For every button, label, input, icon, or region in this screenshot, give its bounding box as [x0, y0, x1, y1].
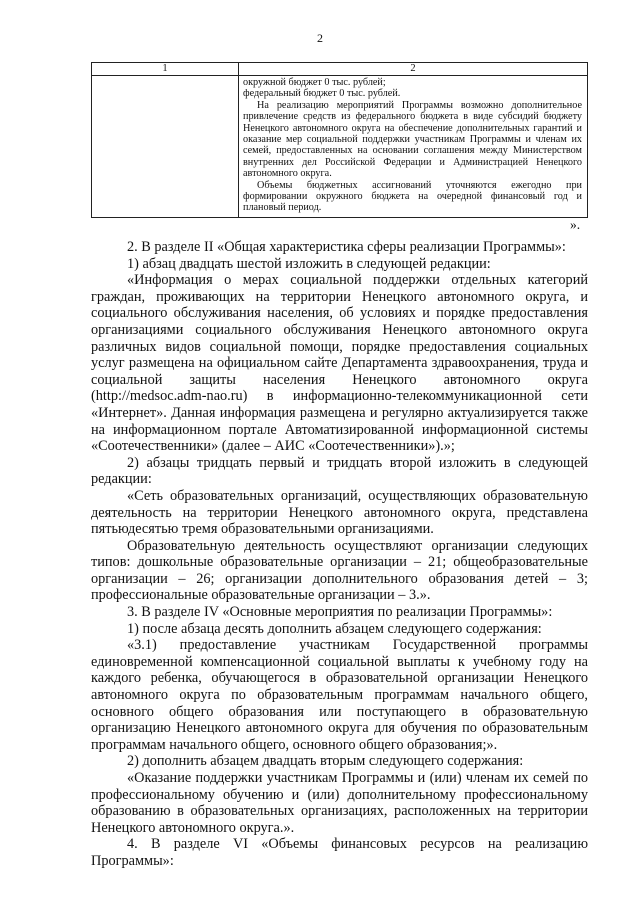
cell-paragraph: окружной бюджет 0 тыс. рублей;	[243, 77, 386, 88]
paragraph-quote: «3.1) предоставление участникам Государственной программы единовременной компенсационной социальной выплаты к учебному году на каждого ребенка, обучающегося в образовательной организации Ненецкого автономного округа по образовательным программам начального общего, основного общего образования или поступающего в образовательную организацию Ненецкого автономного округа для обучения по образовательным программам начального общего, основного общего образования;».	[91, 637, 588, 753]
paragraph-section-3: 3. В разделе IV «Основные мероприятия по реализации Программы»:	[127, 604, 553, 621]
paragraph-quote: «Сеть образовательных организаций, осуществляющих образовательную деятельность на территории Ненецкого автономного округа, представлена пятьюдесятью тремя образовательными организациями.	[91, 487, 588, 538]
passport-table	[91, 62, 588, 218]
cell-paragraph: Объемы бюджетных ассигнований уточняются ежегодно при формировании окружного бюджета на очередной финансовый год и плановый период.	[243, 179, 582, 214]
paragraph-section-4: 4. В разделе VI «Объемы финансовых ресурсов на реализацию Программы»:	[91, 836, 588, 869]
paragraph-quote: «Информация о мерах социальной поддержки отдельных категорий граждан, проживающих на территории Ненецкого автономного округа, и социального обслуживания населения, об условиях и порядке предоставления организациями социального обслуживания Ненецкого автономного округа различных видов социальной помощи, порядке предоставления социальных услуг размещена на официальном сайте Департамента здравоохранения, труда и социальной защиты населения Ненецкого автономного округа (http://medsoc.adm-nao.ru) в информационно-телекоммуникационной сети «Интернет». Данная информация размещена и регулярно актуализируется также на информационном портале Автоматизированной информационной системы «Соотечественники» (далее – АИС «Соотечественники»).»;	[91, 272, 588, 455]
table-cell-empty	[92, 76, 239, 218]
column-header-1: 1	[92, 63, 239, 76]
closing-quote-mark: ».	[570, 217, 581, 232]
cell-paragraph: На реализацию мероприятий Программы возможно дополнительное привлечение средств из федерального бюджета в виде субсидий бюджету Ненецкого автономного округа на обеспечение дополнительных гарантий и оказание мер социальной поддержки участникам Программы и членам их семей, предоставленных на основании соглашения между Министерством внутренних дел Российской Федерации и Администрацией Ненецкого автономного округа.	[243, 99, 582, 180]
column-header-2: 2	[239, 63, 588, 76]
paragraph-section-2: 2. В разделе II «Общая характеристика сферы реализации Программы»:	[127, 239, 566, 255]
paragraph: 2) абзацы тридцать первый и тридцать второй изложить в следующей редакции:	[91, 454, 588, 488]
paragraph: 1) абзац двадцать шестой изложить в следующей редакции:	[127, 255, 491, 272]
table-row	[92, 76, 588, 218]
paragraph-quote: Образовательную деятельность осуществляют организации следующих типов: дошкольные образовательные организации – 21; общеобразовательные организации – 26; организации дополнительного образования детей – 3; профессиональные образовательные организации – 3.».	[91, 537, 588, 604]
paragraph: 2) дополнить абзацем двадцать вторым следующего содержания:	[127, 753, 524, 770]
table-header-row	[92, 63, 588, 76]
cell-paragraph: федеральный бюджет 0 тыс. рублей.	[243, 88, 401, 100]
document-body	[91, 239, 588, 870]
table-cell-budget	[239, 76, 588, 218]
page-number: 2	[317, 31, 323, 45]
paragraph: 1) после абзаца десять дополнить абзацем следующего содержания:	[127, 620, 542, 637]
paragraph-quote: «Оказание поддержки участникам Программы и (или) членам их семей по профессиональному обучению и (или) дополнительному профессиональному образованию в образовательных организациях, расположенных на территории Ненецкого автономного округа.».	[91, 770, 588, 836]
